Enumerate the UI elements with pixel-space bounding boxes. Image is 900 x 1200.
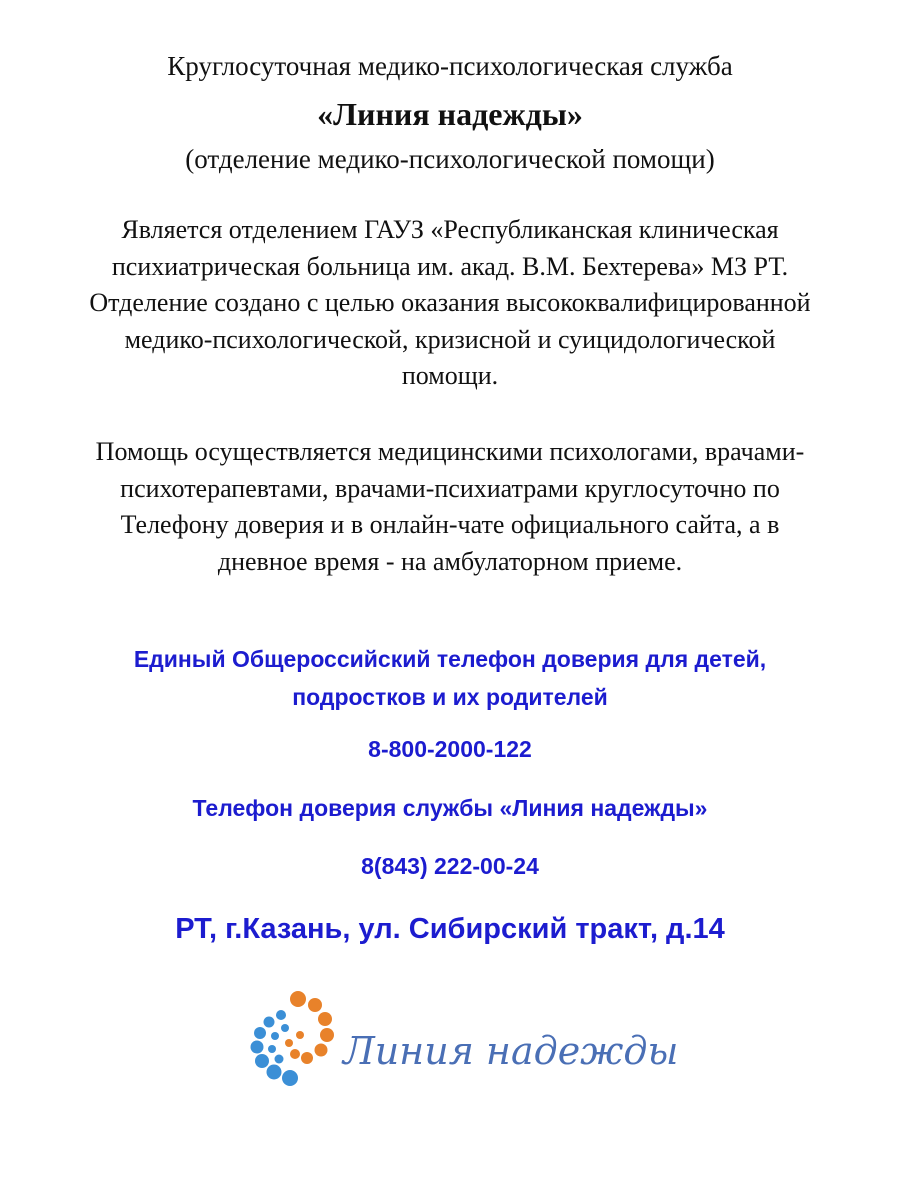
- about-line: Отделение создано с целью оказания высококвалифицированной: [89, 288, 811, 317]
- service-description-line: Круглосуточная медико-психологическая служба: [167, 51, 733, 81]
- service-title: «Линия надежды»: [317, 96, 583, 132]
- hotline-title-line: подростков и их родителей: [292, 684, 608, 710]
- dots-spiral-logo-icon: [245, 988, 345, 1098]
- about-paragraph: [0, 212, 900, 395]
- hotline-title: [0, 640, 900, 716]
- hotline-title-line: Единый Общероссийский телефон доверия для детей,: [133, 646, 767, 672]
- logo-text: Линия надежды: [343, 1029, 679, 1073]
- hotline-phone-number: 8-800-2000-122: [368, 736, 532, 762]
- about-line: психиатрическая больница им. акад. В.М. Бехтерева» МЗ РТ.: [111, 251, 789, 281]
- help-paragraph: [0, 434, 900, 580]
- service-phone-title: Телефон доверия службы «Линия надежды»: [192, 795, 708, 821]
- help-line: психотерапевтами, врачами-психиатрами круглосуточно по: [120, 473, 780, 503]
- about-line: помощи.: [401, 361, 499, 390]
- help-line: Телефону доверия и в онлайн-чате официального сайта, а в: [120, 510, 780, 539]
- about-line: медико-психологической, кризисной и суицидологической: [124, 324, 776, 354]
- department-subtitle: (отделение медико-психологической помощи): [185, 144, 715, 174]
- help-line: дневное время - на амбулаторном приеме.: [217, 546, 683, 576]
- address: РТ, г.Казань, ул. Сибирский тракт, д.14: [175, 913, 725, 945]
- about-line: Является отделением ГАУЗ «Республиканская клиническая: [121, 215, 779, 244]
- liniya-nadezhdy-logo: [245, 988, 679, 1098]
- help-line: Помощь осуществляется медицинскими психологами, врачами-: [95, 437, 805, 466]
- service-phone-number: 8(843) 222-00-24: [361, 853, 539, 879]
